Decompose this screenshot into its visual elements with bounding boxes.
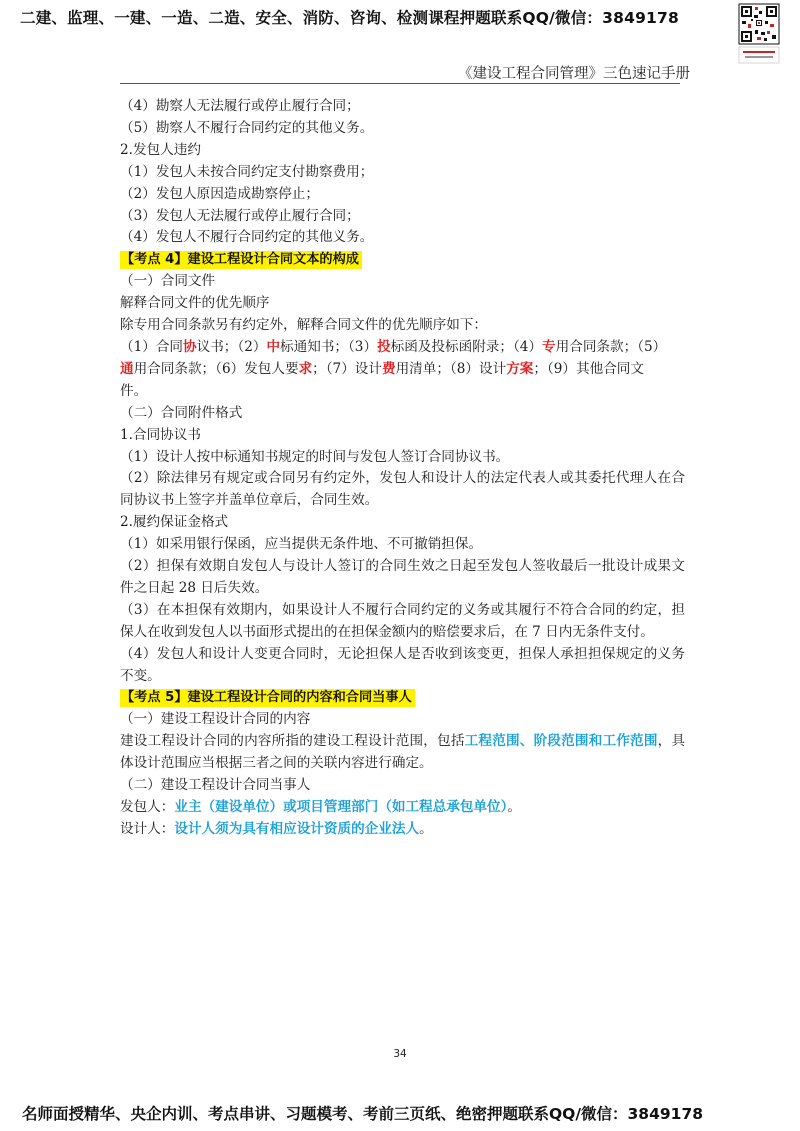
keyword-red: 协 (183, 338, 197, 355)
page-content (120, 96, 685, 841)
text-fragment: 。 (507, 799, 522, 815)
text-fragment: 标函及投标函附录；（4） (390, 338, 543, 355)
text-line: （5）勘察人不履行合同约定的其他义务。 (120, 119, 374, 136)
text-fragment: 议书；（2） (196, 338, 267, 355)
text-paragraph: （2）除法律另有规定或合同另有约定外，发包人和设计人的法定代表人或其委托代理人在合同协议书上签字并盖单位章后，合同生效。 (120, 470, 685, 509)
promo-banner-bottom: 名师面授精华、央企内训、考点串讲、习题模考、考前三页纸、绝密押题联系QQ/微信：3849178 (22, 1105, 704, 1123)
text-line: （4）发包人不履行合同约定的其他义务。 (120, 229, 374, 246)
priority-order-line-3: 件。 (120, 382, 148, 399)
subsection-heading: （一）建设工程设计合同的内容 (120, 711, 311, 728)
text-fragment: （1）合同 (120, 338, 184, 355)
employer-line (120, 797, 685, 819)
text-line: 除专用合同条款另有约定外，解释合同文件的优先顺序如下： (120, 317, 488, 334)
text-line: （1）设计人按中标通知书规定的时间与发包人签订合同协议书。 (120, 448, 510, 465)
text-line: （1）如采用银行保函，应当提供无条件地、不可撤销担保。 (120, 536, 483, 553)
keyword-red: 求 (298, 360, 313, 377)
priority-order-line-1 (120, 337, 685, 359)
qr-code-icon (737, 2, 781, 66)
text-fragment: ，具体设计范围应当根据三者之间的关联内容进行确定。 (120, 733, 686, 772)
section-heading: 1.合同协议书 (120, 426, 201, 443)
section-heading: 2.履约保证金格式 (120, 514, 229, 531)
subsection-heading: （二）建设工程设计合同当事人 (120, 777, 311, 794)
text-line: （4）勘察人无法履行或停止履行合同； (120, 98, 360, 114)
subsection-heading: （二）合同附件格式 (120, 404, 243, 421)
text-fragment: 。 (419, 820, 433, 837)
text-fragment: 发包人： (120, 799, 175, 815)
text-fragment: 用清单；（8）设计 (395, 360, 507, 377)
text-line: （3）发包人无法履行或停止履行合同； (120, 207, 360, 224)
text-paragraph: （2）担保有效期自发包人与设计人签订的合同生效之日起至发包人签收最后一批设计成果文件之日起 28 日后失效。 (120, 558, 685, 596)
section-heading: 2.发包人违约 (120, 141, 201, 158)
highlighted-heading: 【考点 4】建设工程设计合同文本的构成 (120, 251, 362, 269)
text-fragment: 用合同条款；（6）发包人要 (133, 360, 299, 377)
keyword-red: 中 (266, 338, 281, 355)
text-fragment: ；（9）其他合同文 (533, 360, 644, 377)
keyword-cyan: 工程范围、阶段范围和工作范围 (464, 733, 658, 750)
header-title: 《建设工程合同管理》三色速记手册 (458, 66, 690, 82)
keyword-red: 通 (120, 360, 134, 377)
keyword-red: 费 (382, 360, 396, 377)
text-paragraph: （4）发包人和设计人变更合同时，无论担保人是否收到该变更，担保人承担担保规定的义务不变。 (120, 645, 685, 684)
keyword-red: 方案 (506, 360, 534, 377)
text-fragment: ；（7）设计 (312, 360, 382, 377)
highlighted-heading: 【考点 5】建设工程设计合同的内容和合同当事人 (120, 689, 415, 707)
header-divider (120, 83, 680, 84)
text-line: 解释合同文件的优先顺序 (120, 295, 270, 312)
keyword-cyan: 设计人须为具有相应设计资质的企业法人 (174, 820, 420, 837)
kaodian-5-heading (120, 687, 685, 709)
design-scope-paragraph (120, 731, 685, 775)
subsection-heading: （一）合同文件 (120, 273, 216, 290)
text-fragment: 设计人： (120, 820, 175, 837)
keyword-cyan: 业主（建设单位）或项目管理部门（如工程总承包单位） (174, 799, 508, 815)
text-paragraph: （3）在本担保有效期内，如果设计人不履行合同约定的义务或其履行不符合合同的约定，担保人在收到发包人以书面形式提出的在担保金额内的赔偿要求后，在 7 日内无条件支付。 (120, 601, 685, 640)
text-fragment: 标通知书；（3） (280, 338, 378, 355)
text-line: （1）发包人未按合同约定支付勘察费用； (120, 163, 374, 180)
text-fragment: 用合同条款；（5） (555, 338, 667, 355)
priority-order-line-2 (120, 359, 685, 381)
designer-line (120, 819, 685, 841)
text-line: （2）发包人原因造成勘察停止； (120, 185, 319, 202)
kaodian-4-heading (120, 249, 685, 271)
text-fragment: 建设工程设计合同的内容所指的建设工程设计范围，包括 (120, 733, 465, 750)
promo-banner-top: 二建、监理、一建、一造、二造、安全、消防、咨询、检测课程押题联系QQ/微信：3849178 (20, 9, 680, 27)
keyword-red: 投 (377, 338, 391, 355)
keyword-red: 专 (542, 338, 556, 355)
page-number: 34 (393, 1048, 407, 1060)
